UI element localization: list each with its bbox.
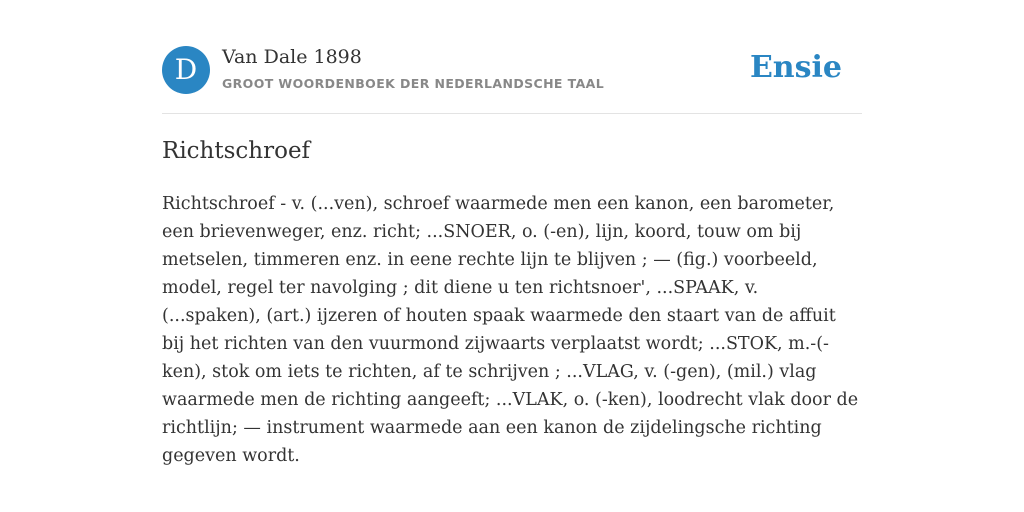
ensie-brand-logo[interactable]: Ensie — [749, 50, 842, 85]
entry-definition: Richtschroef - v. (...ven), schroef waarmede men een kanon, een barometer, een brievenweger, enz. richt; ...SNOER, o. (-en), lijn, koord, touw om bij metselen, timmeren enz. in eene rechte lijn te blijven ; — (fig.) voorbeeld, model, regel ter navolging ; dit diene u ten richtsnoer', ...SPAAK, v. (...spaken), (art.) ijzeren of houten spaak waarmede den staart van de affuit bij het richten van den vuurmond zijwaarts verplaatst wordt; ...STOK, m.-(-ken), stok om iets te richten, af te schrijven ; ...VLAG, v. (-gen), (mil.) vlag waarmede men de richting aangeeft; ...VLAK, o. (-ken), loodrecht vlak door de richtlijn; — instrument waarmede aan een kanon de zijdelingsche richting gegeven wordt. — [162, 194, 859, 466]
entry-title: Richtschroef — [162, 138, 311, 164]
source-header — [162, 46, 862, 96]
source-logo-icon[interactable]: D — [162, 46, 210, 94]
source-subtitle: GROOT WOORDENBOEK DER NEDERLANDSCHE TAAL — [222, 76, 605, 91]
entry-card — [162, 46, 862, 466]
header-divider — [162, 113, 862, 114]
source-title[interactable]: Van Dale 1898 — [222, 46, 362, 68]
